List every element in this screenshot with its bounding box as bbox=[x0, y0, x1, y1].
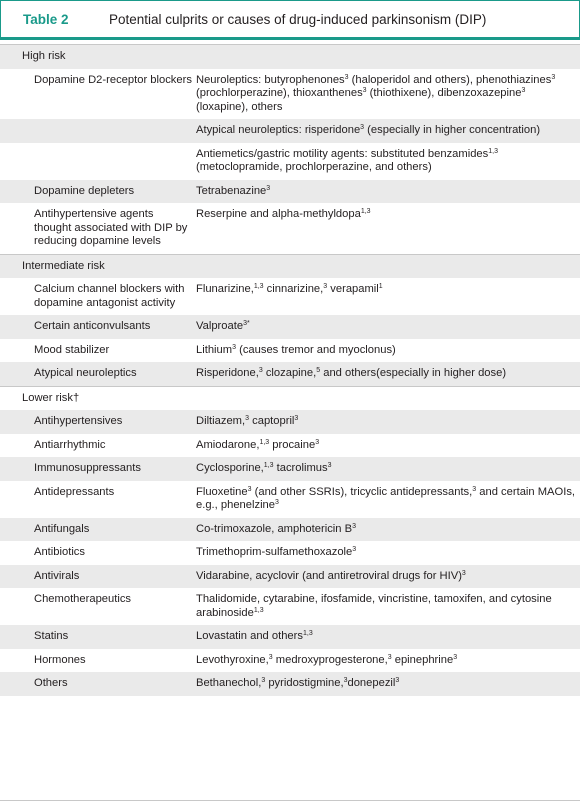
drug-text: clozapine, bbox=[262, 367, 317, 379]
drug-text: (thiothixene), dibenzoxazepine bbox=[366, 87, 522, 99]
drug-text: epinephrine bbox=[391, 653, 454, 666]
category-cell: Antivirals bbox=[0, 565, 196, 589]
table-row bbox=[0, 672, 580, 696]
reference-superscript: 3 bbox=[258, 367, 263, 374]
table-caption: Potential culprits or causes of drug-induced parkinsonism (DIP) bbox=[109, 11, 487, 27]
section-row bbox=[0, 45, 580, 69]
table-row bbox=[0, 481, 580, 518]
table-row bbox=[0, 541, 580, 565]
reference-superscript: 3 bbox=[266, 184, 271, 192]
category-cell: Atypical neuroleptics bbox=[0, 362, 196, 386]
drug-text: Diltiazem, bbox=[196, 415, 246, 427]
reference-superscript: 3 bbox=[343, 677, 348, 684]
drugs-cell bbox=[196, 672, 580, 696]
table-row bbox=[0, 625, 580, 649]
reference-superscript: 3 bbox=[352, 546, 357, 553]
table-row bbox=[0, 649, 580, 673]
section-heading: Lower risk† bbox=[0, 386, 580, 410]
reference-superscript: 3 bbox=[362, 87, 367, 94]
drug-text: Flunarizine, bbox=[196, 283, 254, 295]
category-cell: Immunosuppressants bbox=[0, 457, 196, 481]
reference-superscript: 3 bbox=[261, 677, 266, 684]
drug-text: Antiemetics/gastric motility agents: substituted benzamides bbox=[196, 147, 489, 160]
drugs-cell bbox=[196, 649, 580, 673]
reference-superscript: 3 bbox=[232, 343, 236, 351]
category-cell: Antifungals bbox=[0, 518, 196, 542]
table-row bbox=[0, 457, 580, 481]
drugs-cell bbox=[196, 119, 580, 143]
category-cell: Statins bbox=[0, 625, 196, 649]
table-number: Table 2 bbox=[23, 11, 69, 27]
reference-superscript: 1,3 bbox=[259, 438, 270, 446]
table-title-bar bbox=[0, 0, 580, 40]
reference-superscript: 1 bbox=[378, 283, 383, 290]
reference-superscript: 3 bbox=[323, 283, 328, 290]
reference-superscript: 1,3 bbox=[302, 630, 313, 637]
drug-text: Vidarabine, acyclovir (and antiretroviral drugs for HIV) bbox=[196, 569, 462, 582]
reference-superscript: 3 bbox=[344, 73, 349, 81]
category-cell: Dopamine depleters bbox=[0, 180, 196, 204]
category-cell: Others bbox=[0, 672, 196, 696]
reference-superscript: 3 bbox=[275, 499, 279, 506]
section-row bbox=[0, 386, 580, 410]
table-row bbox=[0, 565, 580, 589]
table-row bbox=[0, 203, 580, 254]
drug-text: Thalidomide, cytarabine, ifosfamide, vincristine, tamoxifen, and cytosine arabinoside bbox=[196, 593, 552, 619]
reference-superscript: 3 bbox=[472, 485, 477, 493]
reference-superscript: 1,3 bbox=[253, 283, 264, 290]
drug-text: verapamil bbox=[327, 283, 379, 295]
reference-superscript: 1,3 bbox=[360, 208, 371, 215]
reference-superscript: 3 bbox=[453, 653, 458, 661]
drug-text: Valproate bbox=[196, 320, 244, 332]
category-cell: Antidepressants bbox=[0, 481, 196, 518]
table-bottom-rule bbox=[0, 800, 580, 801]
reference-superscript: 5 bbox=[316, 367, 321, 374]
table-row bbox=[0, 339, 580, 363]
category-cell: Mood stabilizer bbox=[0, 339, 196, 363]
drugs-cell bbox=[196, 143, 580, 180]
category-cell bbox=[0, 119, 196, 143]
reference-superscript: 3 bbox=[461, 569, 466, 577]
drug-text: Fluoxetine bbox=[196, 485, 248, 498]
reference-superscript: 3 bbox=[247, 485, 252, 493]
table-row bbox=[0, 180, 580, 204]
drug-text: (especially in higher concentration) bbox=[364, 124, 541, 136]
drugs-cell bbox=[196, 565, 580, 589]
drugs-cell bbox=[196, 588, 580, 625]
reference-superscript: 3 bbox=[551, 73, 556, 81]
drugs-cell bbox=[196, 69, 580, 120]
category-cell: Calcium channel blockers with dopamine antagonist activity bbox=[0, 278, 196, 315]
table-row bbox=[0, 362, 580, 386]
section-heading: High risk bbox=[0, 45, 580, 69]
drug-text: (metoclopramide, prochlorperazine, and others) bbox=[196, 161, 432, 173]
drugs-cell bbox=[196, 180, 580, 204]
drug-text: (causes tremor and myoclonus) bbox=[235, 343, 396, 356]
category-cell: Antibiotics bbox=[0, 541, 196, 565]
table-row bbox=[0, 119, 580, 143]
drugs-cell bbox=[196, 278, 580, 315]
drugs-cell bbox=[196, 518, 580, 542]
category-cell: Dopamine D2-receptor blockers bbox=[0, 69, 196, 120]
table-row bbox=[0, 588, 580, 625]
drug-text: Reserpine and alpha-methyldopa bbox=[196, 208, 361, 220]
drug-text: Neuroleptics: butyrophenones bbox=[196, 73, 345, 86]
drugs-cell bbox=[196, 339, 580, 363]
reference-superscript: 3 bbox=[268, 653, 273, 661]
section-row bbox=[0, 254, 580, 278]
category-cell: Certain anticonvulsants bbox=[0, 315, 196, 339]
drug-text: (and other SSRIs), tricyclic antidepressants, bbox=[251, 485, 473, 498]
drug-text: Co-trimoxazole, amphotericin B bbox=[196, 522, 353, 535]
drug-table bbox=[0, 44, 580, 696]
reference-superscript: 1,3 bbox=[263, 462, 274, 469]
drug-text: tacrolimus bbox=[273, 462, 328, 474]
drugs-cell bbox=[196, 625, 580, 649]
drug-text: (prochlorperazine), thioxanthenes bbox=[196, 87, 363, 99]
table-row bbox=[0, 143, 580, 180]
reference-superscript: 3 bbox=[395, 677, 400, 684]
drug-text: Cyclosporine, bbox=[196, 462, 264, 474]
category-cell: Chemotherapeutics bbox=[0, 588, 196, 625]
drug-text: and certain MAOIs, e.g., phenelzine bbox=[196, 485, 576, 511]
reference-superscript: 1,3 bbox=[488, 147, 498, 155]
category-cell: Hormones bbox=[0, 649, 196, 673]
drugs-cell bbox=[196, 457, 580, 481]
drug-text: (haloperidol and others), phenothiazines bbox=[348, 73, 552, 86]
category-cell: Antihypertensives bbox=[0, 410, 196, 434]
drugs-cell bbox=[196, 203, 580, 254]
category-cell bbox=[0, 143, 196, 180]
table-row bbox=[0, 278, 580, 315]
drugs-cell bbox=[196, 315, 580, 339]
drug-text: (loxapine), others bbox=[196, 100, 283, 113]
reference-superscript: 3* bbox=[243, 320, 250, 327]
drug-text: Tetrabenazine bbox=[196, 184, 267, 197]
drug-text: donepezil bbox=[347, 677, 396, 689]
reference-superscript: 1,3 bbox=[253, 606, 264, 614]
drug-text: procaine bbox=[269, 438, 316, 451]
reference-superscript: 3 bbox=[245, 415, 250, 422]
reference-superscript: 3 bbox=[352, 522, 356, 530]
section-heading: Intermediate risk bbox=[0, 254, 580, 278]
reference-superscript: 3 bbox=[327, 462, 332, 469]
reference-superscript: 3 bbox=[294, 415, 299, 422]
drug-text: pyridostigmine, bbox=[265, 677, 344, 689]
drugs-cell bbox=[196, 410, 580, 434]
drug-text: medroxyprogesterone, bbox=[272, 653, 388, 666]
drug-text: and others(especially in higher dose) bbox=[320, 367, 507, 379]
drug-text: cinnarizine, bbox=[263, 283, 324, 295]
table-row bbox=[0, 518, 580, 542]
drug-text: Levothyroxine, bbox=[196, 653, 269, 666]
drugs-cell bbox=[196, 434, 580, 458]
reference-superscript: 3 bbox=[521, 87, 526, 94]
table-row bbox=[0, 69, 580, 120]
drug-text: Trimethoprim-sulfamethoxazole bbox=[196, 546, 353, 558]
reference-superscript: 3 bbox=[315, 438, 320, 446]
drug-text: captopril bbox=[249, 415, 295, 427]
drug-text: Risperidone, bbox=[196, 367, 259, 379]
drug-text: Lovastatin and others bbox=[196, 630, 303, 642]
drug-text: Amiodarone, bbox=[196, 438, 260, 451]
category-cell: Antiarrhythmic bbox=[0, 434, 196, 458]
table-row bbox=[0, 315, 580, 339]
reference-superscript: 3 bbox=[360, 124, 365, 131]
table-row bbox=[0, 434, 580, 458]
drug-text: Bethanechol, bbox=[196, 677, 262, 689]
drug-text: Lithium bbox=[196, 343, 233, 356]
reference-superscript: 3 bbox=[387, 653, 392, 661]
drugs-cell bbox=[196, 541, 580, 565]
drugs-cell bbox=[196, 481, 580, 518]
drugs-cell bbox=[196, 362, 580, 386]
category-cell: Antihypertensive agents thought associated with DIP by reducing dopamine levels bbox=[0, 203, 196, 254]
drug-text: Atypical neuroleptics: risperidone bbox=[196, 124, 361, 136]
table-row bbox=[0, 410, 580, 434]
